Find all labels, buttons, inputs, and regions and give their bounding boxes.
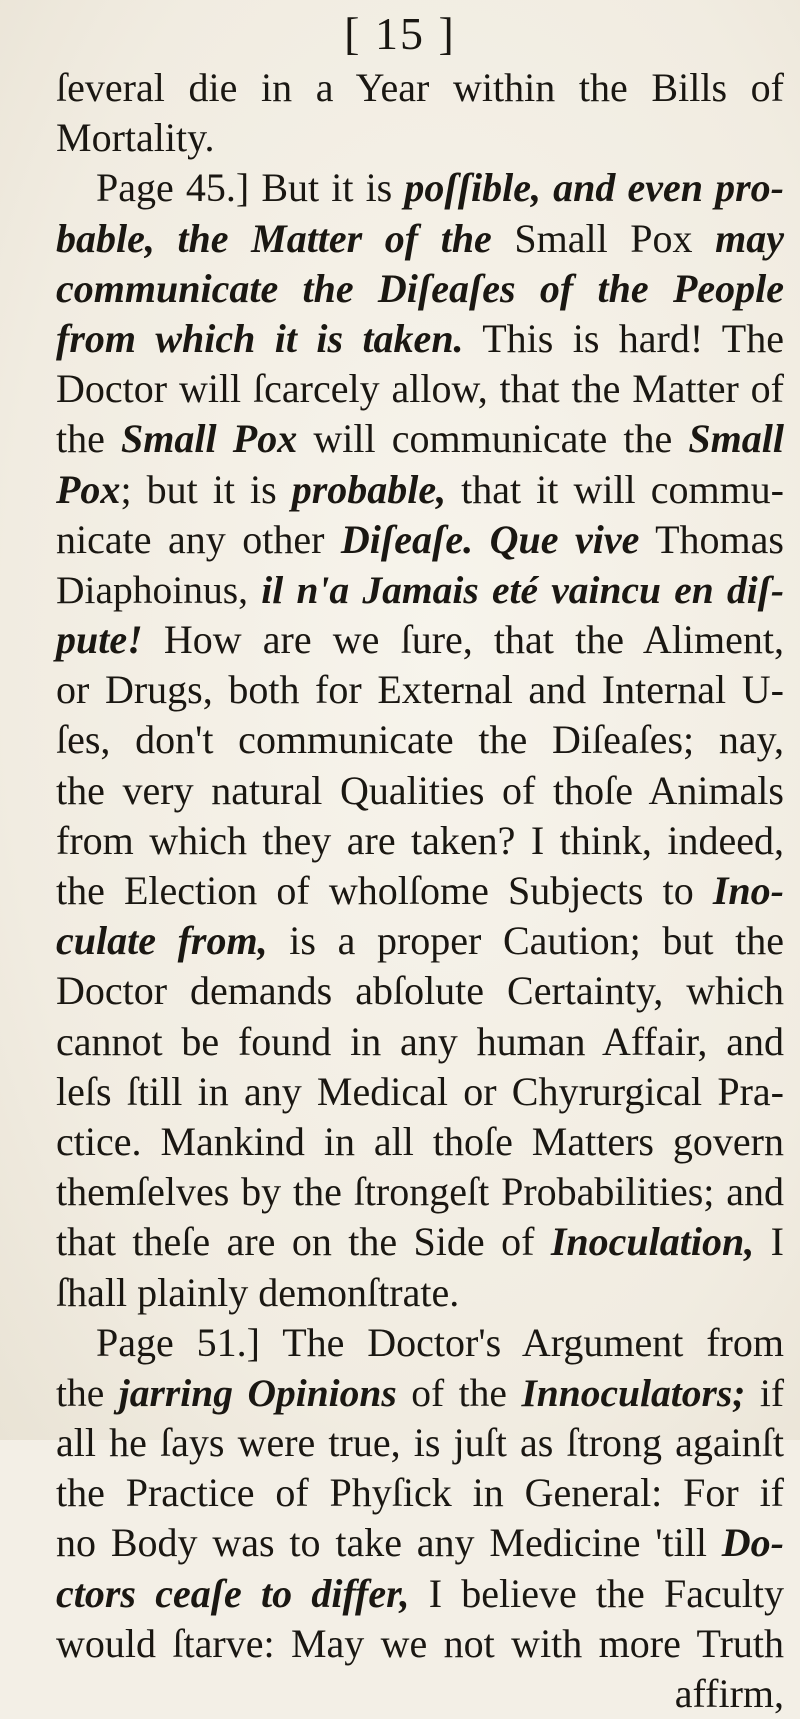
text-line: [56, 1318, 784, 1368]
italic-segment: Pox: [56, 466, 121, 512]
text-segment: the very natural Qualities of thoſe Animals: [56, 767, 784, 813]
text-segment: Thomas: [639, 516, 784, 562]
italic-segment: pute!: [56, 617, 143, 663]
text-line: [56, 1619, 784, 1669]
text-segment: Doctor will ſcarcely allow, that the Matter of: [56, 366, 784, 412]
italic-segment: Diſeaſe. Que vive: [340, 516, 640, 562]
text-segment: or Drugs, both for External and Internal U-: [56, 667, 784, 713]
text-segment: the: [56, 1370, 119, 1415]
text-segment: Mortality.: [56, 115, 215, 161]
text-line: [56, 1368, 784, 1418]
text-segment: ſes, don't communicate the Diſeaſes; nay,: [56, 717, 784, 763]
text-segment: ſhall plainly demonſtrate.: [56, 1269, 460, 1315]
text-segment: would ſtarve: May we not with more Truth: [56, 1620, 784, 1666]
text-segment: affirm,: [674, 1671, 784, 1716]
text-segment: nicate any other: [56, 516, 341, 562]
italic-segment: Ino-: [712, 868, 784, 913]
text-line: [56, 364, 784, 414]
italic-segment: culate from,: [56, 918, 268, 964]
text-segment: cannot be found in any human Affair, and: [56, 1018, 784, 1064]
text-line: [56, 1117, 784, 1167]
italic-segment: may: [715, 215, 784, 261]
text-segment: of the: [396, 1370, 522, 1415]
text-segment: will communicate the: [297, 416, 689, 462]
italic-segment: Inoculation,: [550, 1219, 755, 1265]
text-line: [56, 615, 784, 665]
text-line: [56, 1669, 784, 1719]
text-segment: leſs ſtill in any Medical or Chyrurgical Pra-: [56, 1068, 784, 1114]
text-line: [56, 1067, 784, 1117]
italic-segment: jarring Opinions: [118, 1370, 397, 1415]
text-line: [56, 264, 784, 314]
text-line: [56, 816, 784, 866]
text-segment: that it will commu-: [446, 466, 784, 512]
italic-segment: bable, the Matter of the: [56, 215, 515, 261]
text-segment: is a proper Caution; but the: [267, 918, 784, 964]
text-segment: that theſe are on the Side of: [56, 1219, 551, 1265]
text-line: [56, 1017, 784, 1067]
text-line: [56, 866, 784, 916]
italic-segment: Small Pox: [121, 416, 298, 462]
text-segment: This is hard! The: [463, 315, 784, 361]
text-segment: ctice. Mankind in all thoſe Matters govern: [56, 1118, 784, 1164]
text-line: [56, 1569, 784, 1619]
italic-segment: from which it is taken.: [56, 315, 464, 361]
text-segment: I believe the Faculty: [409, 1570, 784, 1616]
text-segment: themſelves by the ſtrongeſt Probabilities; and: [56, 1169, 784, 1215]
text-segment: ; but it is: [120, 466, 292, 512]
text-line: [56, 113, 784, 163]
text-line: [56, 715, 784, 765]
text-segment: from which they are taken? I think, indeed,: [56, 817, 784, 863]
page-number: [ 15 ]: [344, 8, 456, 59]
text-line: [56, 1418, 784, 1468]
text-line: [56, 314, 784, 364]
italic-segment: Do-: [721, 1520, 784, 1566]
text-segment: Page 51.] The Doctor's Argument from: [96, 1319, 784, 1365]
text-segment: ſeveral die in a Year within the Bills of: [56, 65, 784, 110]
text-line: [56, 1217, 784, 1267]
text-line: [56, 1268, 784, 1318]
italic-segment: il n'a Jamais eté vaincu en diſ-: [261, 567, 784, 612]
text-segment: the Election of wholſome Subjects to: [56, 868, 713, 913]
text-line: [56, 565, 784, 615]
text-line: [56, 1468, 784, 1518]
text-segment: Doctor demands abſolute Certainty, which: [56, 968, 784, 1014]
text-segment: I: [754, 1219, 784, 1265]
italic-segment: probable,: [291, 466, 447, 512]
text-segment: if: [745, 1370, 784, 1415]
italic-segment: poſſible, and even pro-: [404, 165, 784, 211]
text-line: [56, 665, 784, 715]
text-segment: the: [56, 416, 122, 462]
text-line: [56, 414, 784, 464]
text-line: [56, 1167, 784, 1217]
text-segment: the Practice of Phyſick in General: For if: [56, 1470, 784, 1516]
text-segment: Small Pox: [514, 215, 716, 261]
text-line: [56, 214, 784, 264]
text-line: [56, 465, 784, 515]
text-line: [56, 515, 784, 565]
text-line: [56, 766, 784, 816]
text-line: [56, 63, 784, 113]
italic-segment: Innoculators;: [521, 1370, 746, 1415]
italic-segment: Small: [688, 416, 784, 462]
text-line: [56, 966, 784, 1016]
body-text: [56, 63, 784, 1719]
text-segment: How are we ſure, that the Aliment,: [142, 617, 784, 663]
text-segment: Diaphoinus,: [56, 567, 262, 612]
italic-segment: communicate the Diſeaſes of the People: [56, 265, 784, 311]
text-segment: no Body was to take any Medicine 'till: [56, 1520, 722, 1566]
text-line: [56, 916, 784, 966]
italic-segment: ctors ceaſe to differ,: [56, 1570, 410, 1616]
text-line: [56, 163, 784, 213]
text-segment: Page 45.] But it is: [96, 165, 405, 211]
text-line: [56, 1518, 784, 1568]
text-segment: all he ſays were true, is juſt as ſtrong againſt: [56, 1420, 784, 1466]
